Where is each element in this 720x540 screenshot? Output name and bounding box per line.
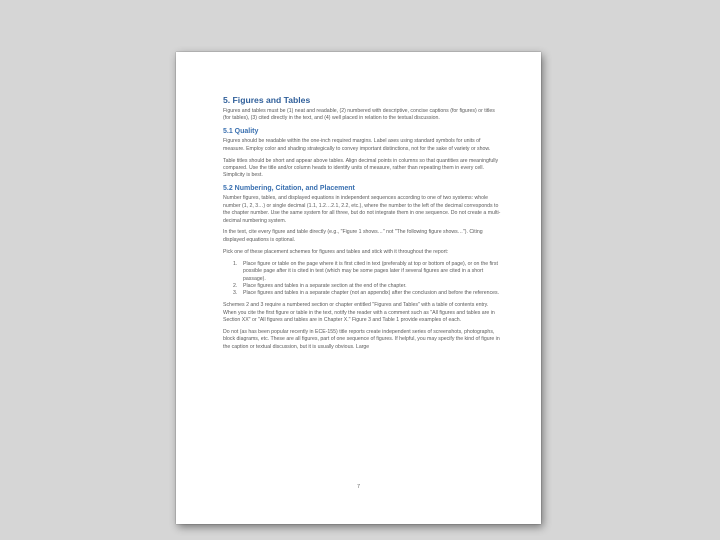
list-item-number: 3. <box>233 290 238 297</box>
list-item <box>233 261 503 283</box>
quality-paragraph-2: Table titles should be short and appear above tables. Align decimal points in columns so that quantities are meaningfully compared. Use the title and/or column heads to identify units of measure, rather than repeating them in every cell. Simplicity is best. <box>223 157 499 179</box>
list-item-text: Place figures and tables in a separate section at the end of the chapter. <box>243 282 407 289</box>
list-item <box>233 283 503 290</box>
list-item-text: Place figures and tables in a separate chapter (not an appendix) after the conclusion and before the references. <box>243 290 500 297</box>
numbering-paragraph-1: Number figures, tables, and displayed equations in independent sequences according to one of two systems: whole number (1, 2, 3…) or single decimal (1.1, 1.2…2.1, 2.2, etc.), where the number to the left of the decimal corresponds to the chapter number. Use the same system for all three, but do not integrate them in one sequence. Do not create a multi-decimal numbering system. <box>223 195 501 224</box>
list-item-text: Place figure or table on the page where it is first cited in text (preferably at top or bottom of page), or on the first possible page after it is cited in text (which may be some pages later if several figures are cited in a short passage). <box>243 260 498 282</box>
page-number: 7 <box>356 484 361 490</box>
section-heading: 5. Figures and Tables <box>223 95 311 105</box>
list-item <box>233 290 503 297</box>
document-page <box>176 52 541 524</box>
numbering-paragraph-4: Schemes 2 and 3 require a numbered section or chapter entitled "Figures and Tables" with a table of contents entry. When you cite the first figure or table in the text, notify the reader with a comment such as "All figures and tables are in Section XX" or "All figures and tables are in Chapter X." Figure 3 and Table 1 provide examples of each. <box>223 302 495 324</box>
quality-paragraph-1: Figures should be readable within the one-inch required margins. Label axes using standard symbols for units of measure. Employ color and shading strategically to convey important distinctions, not for the sake of variety or show. <box>223 138 491 152</box>
subsection-heading-quality: 5.1 Quality <box>223 128 259 136</box>
list-item-number: 1. <box>233 260 238 267</box>
intro-paragraph: Figures and tables must be (1) neat and readable, (2) numbered with descriptive, concise captions (for figures) or titles (for tables), (3) cited directly in the text, and (4) well placed in relation to the textual discussion. <box>223 108 495 122</box>
placement-scheme-list <box>223 261 503 298</box>
subsection-heading-numbering: 5.2 Numbering, Citation, and Placement <box>223 185 355 193</box>
numbering-paragraph-3: Pick one of these placement schemes for figures and tables and stick with it throughout the report: <box>223 248 449 255</box>
numbering-paragraph-2: In the text, cite every figure and table directly (e.g., "Figure 1 shows…" not "The following figure shows…"). Citing displayed equations is optional. <box>223 229 483 243</box>
numbering-paragraph-5: Do not (as has been popular recently in ECE-155) title reports create independent series of screenshots, photographs, block diagrams, etc. These are all figures, part of one sequence of figures. If helpful, you may specify the kind of figure in the caption or textual discussion, but it is usually obvious. Large <box>223 328 500 350</box>
list-item-number: 2. <box>233 282 238 289</box>
